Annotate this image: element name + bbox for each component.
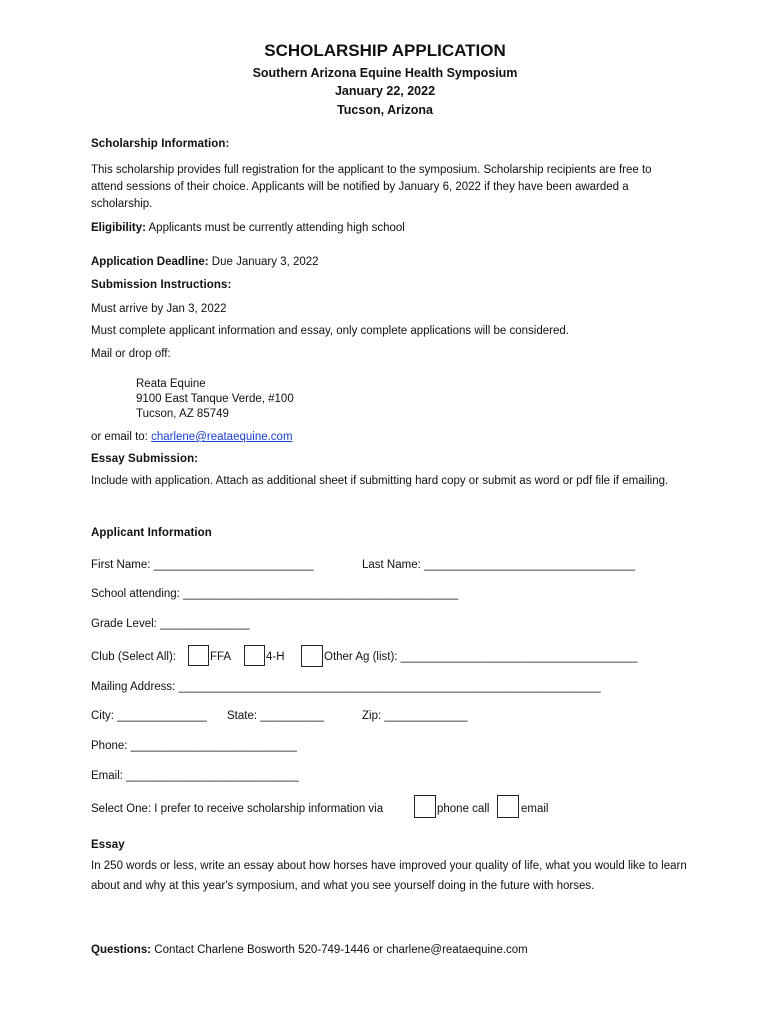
grade-field[interactable]: Grade Level: ______________ bbox=[91, 618, 250, 630]
4h-label: 4-H bbox=[266, 651, 285, 663]
phone-field[interactable]: Phone: __________________________ bbox=[91, 740, 297, 752]
address-line-1: Reata Equine bbox=[136, 378, 206, 390]
deadline-label: Application Deadline: bbox=[91, 256, 209, 268]
page-title: SCHOLARSHIP APPLICATION bbox=[264, 41, 506, 60]
questions-line bbox=[91, 942, 528, 959]
email-field[interactable]: Email: ___________________________ bbox=[91, 770, 299, 782]
state-field[interactable]: State: __________ bbox=[227, 710, 325, 722]
other-ag-field[interactable]: Other Ag (list): _____________________________________ bbox=[324, 651, 638, 663]
other-ag-checkbox[interactable] bbox=[301, 645, 323, 667]
email-link[interactable]: charlene@reataequine.com bbox=[151, 431, 293, 443]
event-date: January 22, 2022 bbox=[334, 84, 436, 98]
club-label: Club (Select All): bbox=[91, 651, 177, 663]
event-name: Southern Arizona Equine Health Symposium bbox=[252, 66, 518, 80]
essay-heading: Essay bbox=[91, 839, 125, 851]
first-name-field[interactable]: First Name: _________________________ bbox=[91, 559, 314, 571]
deadline-line bbox=[91, 254, 319, 271]
ffa-checkbox[interactable] bbox=[188, 645, 209, 666]
email-option-label: email bbox=[521, 803, 549, 815]
eligibility-line bbox=[91, 220, 405, 237]
applicant-heading: Applicant Information bbox=[91, 527, 212, 539]
deadline-text: Due January 3, 2022 bbox=[208, 256, 319, 268]
essay-prompt: In 250 words or less, write an essay about how horses have improved your quality of life, what you would like to learn about and why at this year's symposium, and what you see yourself doing in the future with horses. bbox=[91, 860, 687, 892]
email-line bbox=[91, 429, 293, 446]
last-name-field[interactable]: Last Name: _________________________________ bbox=[362, 559, 636, 571]
city-field[interactable]: City: ______________ bbox=[91, 710, 207, 722]
email-option-checkbox[interactable] bbox=[497, 795, 519, 818]
submission-mail: Mail or drop off: bbox=[91, 348, 171, 360]
eligibility-label: Eligibility: bbox=[91, 222, 146, 234]
email-prefix: or email to: bbox=[91, 431, 152, 443]
essay-submission-text: Include with application. Attach as additional sheet if submitting hard copy or submit as word or pdf file if emailing. bbox=[91, 475, 669, 487]
submission-heading: Submission Instructions: bbox=[91, 279, 232, 291]
event-location: Tucson, Arizona bbox=[337, 103, 433, 117]
address-line-2: 9100 East Tanque Verde, #100 bbox=[136, 393, 294, 405]
scholarship-info-heading: Scholarship Information: bbox=[91, 138, 230, 150]
phone-call-label: phone call bbox=[437, 803, 490, 815]
essay-submission-heading: Essay Submission: bbox=[91, 453, 199, 465]
4h-checkbox[interactable] bbox=[244, 645, 265, 666]
ffa-label: FFA bbox=[210, 651, 232, 663]
scholarship-info-paragraph: This scholarship provides full registration for the applicant to the symposium. Scholarship recipients are free to attend sessions of their choice. Applicants will be notified by January 6, 2022 if they have been awarded a scholarship. bbox=[91, 164, 652, 210]
mailing-address-field[interactable]: Mailing Address: __________________________________________________________________ bbox=[91, 681, 601, 693]
questions-label: Questions: bbox=[91, 944, 152, 956]
submission-complete: Must complete applicant information and essay, only complete applications will be considered. bbox=[91, 325, 569, 337]
questions-text: Contact Charlene Bosworth 520-749-1446 or charlene@reataequine.com bbox=[151, 944, 528, 956]
school-field[interactable]: School attending: ___________________________________________ bbox=[91, 588, 459, 600]
phone-call-checkbox[interactable] bbox=[414, 795, 436, 818]
submission-arrive: Must arrive by Jan 3, 2022 bbox=[91, 303, 227, 315]
contact-preference-label: Select One: I prefer to receive scholarship information via bbox=[91, 803, 384, 815]
zip-field[interactable]: Zip: _____________ bbox=[362, 710, 468, 722]
address-line-3: Tucson, AZ 85749 bbox=[136, 408, 229, 420]
eligibility-text: Applicants must be currently attending high school bbox=[145, 222, 405, 234]
